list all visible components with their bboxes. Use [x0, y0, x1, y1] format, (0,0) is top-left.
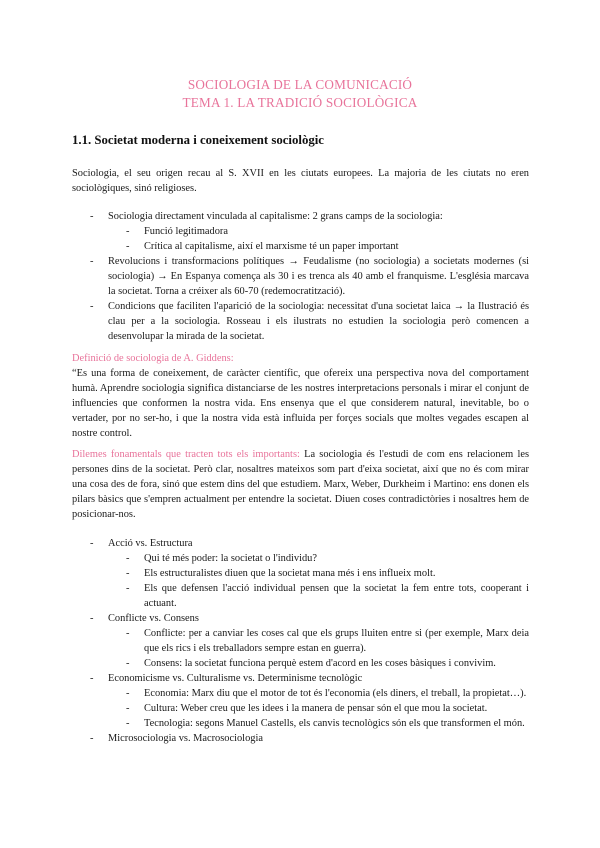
- sub-list-item: - Cultura: Weber creu que les idees i la manera de pensar són el que mou la societat.: [126, 703, 488, 714]
- document-subtitle: TEMA 1. LA TRADICIÓ SOCIOLÒGICA: [182, 95, 418, 110]
- document-title: SOCIOLOGIA DE LA COMUNICACIÓ: [187, 77, 413, 92]
- list-item: - Condicions que faciliten l'aparició de la sociologia: necessitat d'una societat laica → la Ilustració és clau per a la sociologia. Rosseau i els ilustrats no estudien la sociologia però comencen a desenvolupar la mirada de la societat.: [90, 301, 529, 342]
- list-dilemes: [72, 536, 529, 746]
- sub-list-item: - Els estructuralistes diuen que la societat mana més i ens influeix molt.: [126, 568, 436, 579]
- giddens-label: Definició de sociologia de A. Giddens:: [72, 353, 234, 364]
- section-heading: 1.1. Societat moderna i coneixement sociològic: [72, 133, 324, 147]
- list-item: - Economicisme vs. Culturalisme vs. Determinisme tecnològic: [90, 673, 363, 684]
- list-origins: [72, 209, 529, 344]
- sub-list-item: - Conflicte: per a canviar les coses cal que els grups lluiten entre si (per exemple, Marx deia que els rics i els treballadors sempre estan en guerra).: [126, 628, 529, 654]
- sub-list-item: - Consens: la societat funciona perquè estem d'acord en les coses bàsiques i convivim.: [126, 658, 496, 669]
- dilemes-paragraph: Dilemes fonamentals que tracten tots els importants: La sociologia és l'estudi de com ens relacionem les persones dins de la societat. Però clar, nosaltres mateixos som part d'eixa societat, així que no és com mirar una cosa des de fora, sinó que estem dins del que estudiem. Marx, Weber, Durkheim i Martino: ens donen els pilars bàsics que s'empren actualment per entendre la societat. Diuen coses contradictòries i nosaltres hem de posicionar-nos.: [72, 449, 529, 520]
- list-item: - Sociologia directament vinculada al capitalisme: 2 grans camps de la sociologia:: [90, 211, 443, 222]
- sub-list-item: - Crítica al capitalisme, així el marxisme té un paper important: [126, 241, 399, 252]
- sub-list-item: - Tecnologia: segons Manuel Castells, els canvis tecnològics són els que transformen el món.: [126, 718, 525, 729]
- dilemes-label: Dilemes fonamentals que tracten tots els importants:: [72, 449, 300, 460]
- sub-list-item: - Els que defensen l'acció individual pensen que la societat la fem entre tots, cooperant i actuant.: [126, 583, 529, 609]
- sub-list-item: - Qui té més poder: la societat o l'individu?: [126, 553, 317, 564]
- sub-list-item: - Economia: Marx diu que el motor de tot és l'economia (els diners, el treball, la propietat…).: [126, 688, 527, 699]
- list-item: - Acció vs. Estructura: [90, 538, 193, 549]
- giddens-quote: “Es una forma de coneixement, de caràcter científic, que ofereix una perspectiva nova del comportament humà. Aprendre sociologia significa distanciarse de les nostres interpretacions personals i mirar el conjunt de influencies que conformen la nostra vida. Ens ensenya que el que considerem natural, inevitable, bo o vertader, por no ser-ho, i que la nostra vida està influida per forçes socials que moltes vegades escapen al nostre control.: [72, 368, 529, 439]
- list-item: - Microsociologia vs. Macrosociologia: [90, 733, 263, 744]
- list-item: - Revolucions i transformacions polítiques → Feudalisme (no sociologia) a societats modernes (si sociologia) → En Espanya comença als 30 i es trenca als 40 amb el franquisme. L'església marcava la societat. Torna a créixer als 60-70 (redemocratització).: [90, 256, 529, 297]
- sub-list-item: - Funció legitimadora: [126, 226, 228, 237]
- list-item: - Conflicte vs. Consens: [90, 613, 199, 624]
- intro-paragraph: Sociologia, el seu origen recau al S. XVII en les ciutats europees. La majoria de les ciutats no eren sociològiques, sinó religioses.: [72, 168, 529, 194]
